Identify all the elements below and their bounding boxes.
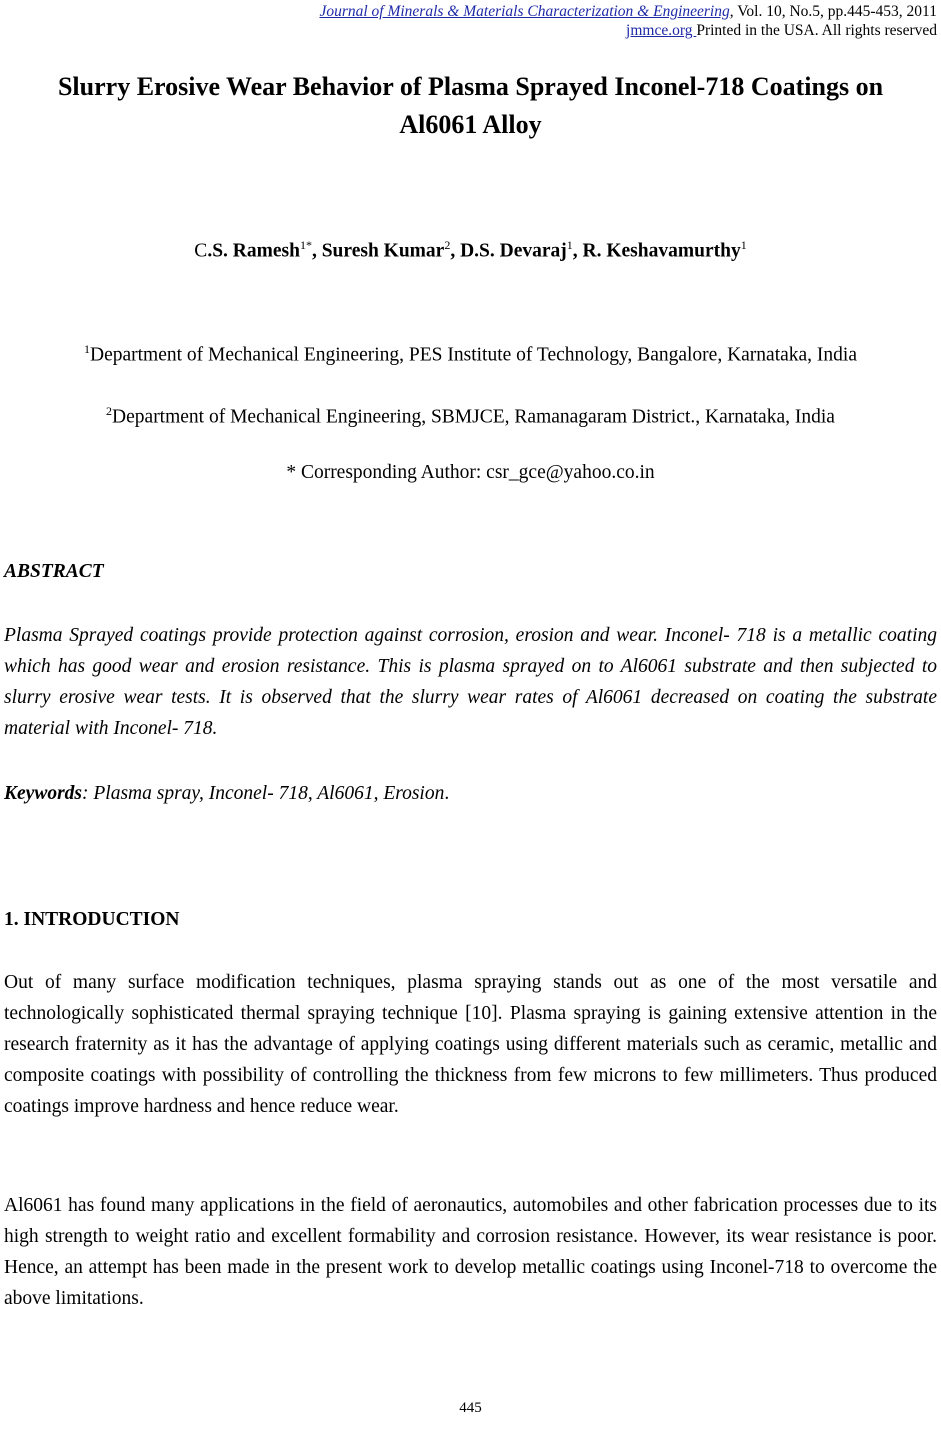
keywords-text: : Plasma spray, Inconel- 718, Al6061, Erosion xyxy=(82,783,445,804)
journal-name-link[interactable]: Journal of Minerals & Materials Characterization & Engineering xyxy=(319,3,730,20)
page-number: 445 xyxy=(459,1400,482,1416)
affiliation-2-sup: 2 xyxy=(106,404,113,418)
journal-info: , Vol. 10, No.5, pp.445-453, 2011 xyxy=(729,3,937,20)
corresponding-author: * Corresponding Author: csr_gce@yahoo.co.in xyxy=(286,462,655,483)
affiliation-1 xyxy=(0,334,941,371)
introduction-paragraph-2: Al6061 has found many applications in the field of aeronautics, automobiles and other fabrication processes due to its high strength to weight ratio and excellent formability and corrosion resistance. However, its wear resistance is poor. Hence, an attempt has been made in the present work to develop metallic coatings using Inconel-718 to overcome the above limitations. xyxy=(4,1195,937,1309)
abstract-heading: ABSTRACT xyxy=(4,561,104,582)
author-list xyxy=(0,238,941,263)
affiliation-1-sup: 1 xyxy=(83,342,90,356)
author-1-prefix: C xyxy=(194,240,208,262)
author-1: .S. Ramesh xyxy=(207,240,300,262)
journal-site-line xyxy=(319,21,937,40)
author-3-sup: 1 xyxy=(566,238,573,252)
author-4-sup: 1 xyxy=(740,238,747,252)
section-heading-introduction: 1. INTRODUCTION xyxy=(4,909,180,930)
abstract-body: Plasma Sprayed coatings provide protection against corrosion, erosion and wear. Inconel- 718 is a metallic coating which has good wear and erosion resistance. This is plasma sprayed on to Al6061 substrate and then subjected to slurry erosive wear tests. It is observed that the slurry wear rates of Al6061 decreased on coating the substrate material with Inconel- 718. xyxy=(4,625,937,739)
journal-line xyxy=(319,2,937,21)
journal-site-link[interactable]: jmmce.org xyxy=(626,22,697,39)
keywords-end: . xyxy=(444,783,450,804)
author-4: , R. Keshavamurthy xyxy=(572,240,741,262)
rights-text: Printed in the USA. All rights reserved xyxy=(696,22,937,39)
affiliation-1-text: Department of Mechanical Engineering, PES Institute of Technology, Bangalore, Karnataka, India xyxy=(89,344,857,366)
author-3: , D.S. Devaraj xyxy=(450,240,567,262)
introduction-paragraph-1: Out of many surface modification techniques, plasma spraying stands out as one of the most versatile and technologically sophisticated thermal spraying technique [10]. Plasma spraying is gaining extensive attention in the research fraternity as it has the advantage of applying coatings using different materials such as ceramic, metallic and composite coatings with possibility of controlling the thickness from few microns to few millimeters. Thus produced coatings improve hardness and hence reduce wear. xyxy=(4,972,937,1117)
affiliation-2 xyxy=(0,396,941,433)
paper-title: Slurry Erosive Wear Behavior of Plasma Sprayed Inconel-718 Coatings on Al6061 Alloy xyxy=(57,72,884,139)
author-1-sup: 1* xyxy=(299,238,312,252)
keywords-label: Keywords xyxy=(4,783,82,804)
author-2: , Suresh Kumar xyxy=(311,240,445,262)
affiliation-2-text: Department of Mechanical Engineering, SBMJCE, Ramanagaram District., Karnataka, India xyxy=(112,406,835,428)
author-2-sup: 2 xyxy=(444,238,451,252)
journal-header xyxy=(319,2,937,40)
keywords xyxy=(4,778,937,809)
